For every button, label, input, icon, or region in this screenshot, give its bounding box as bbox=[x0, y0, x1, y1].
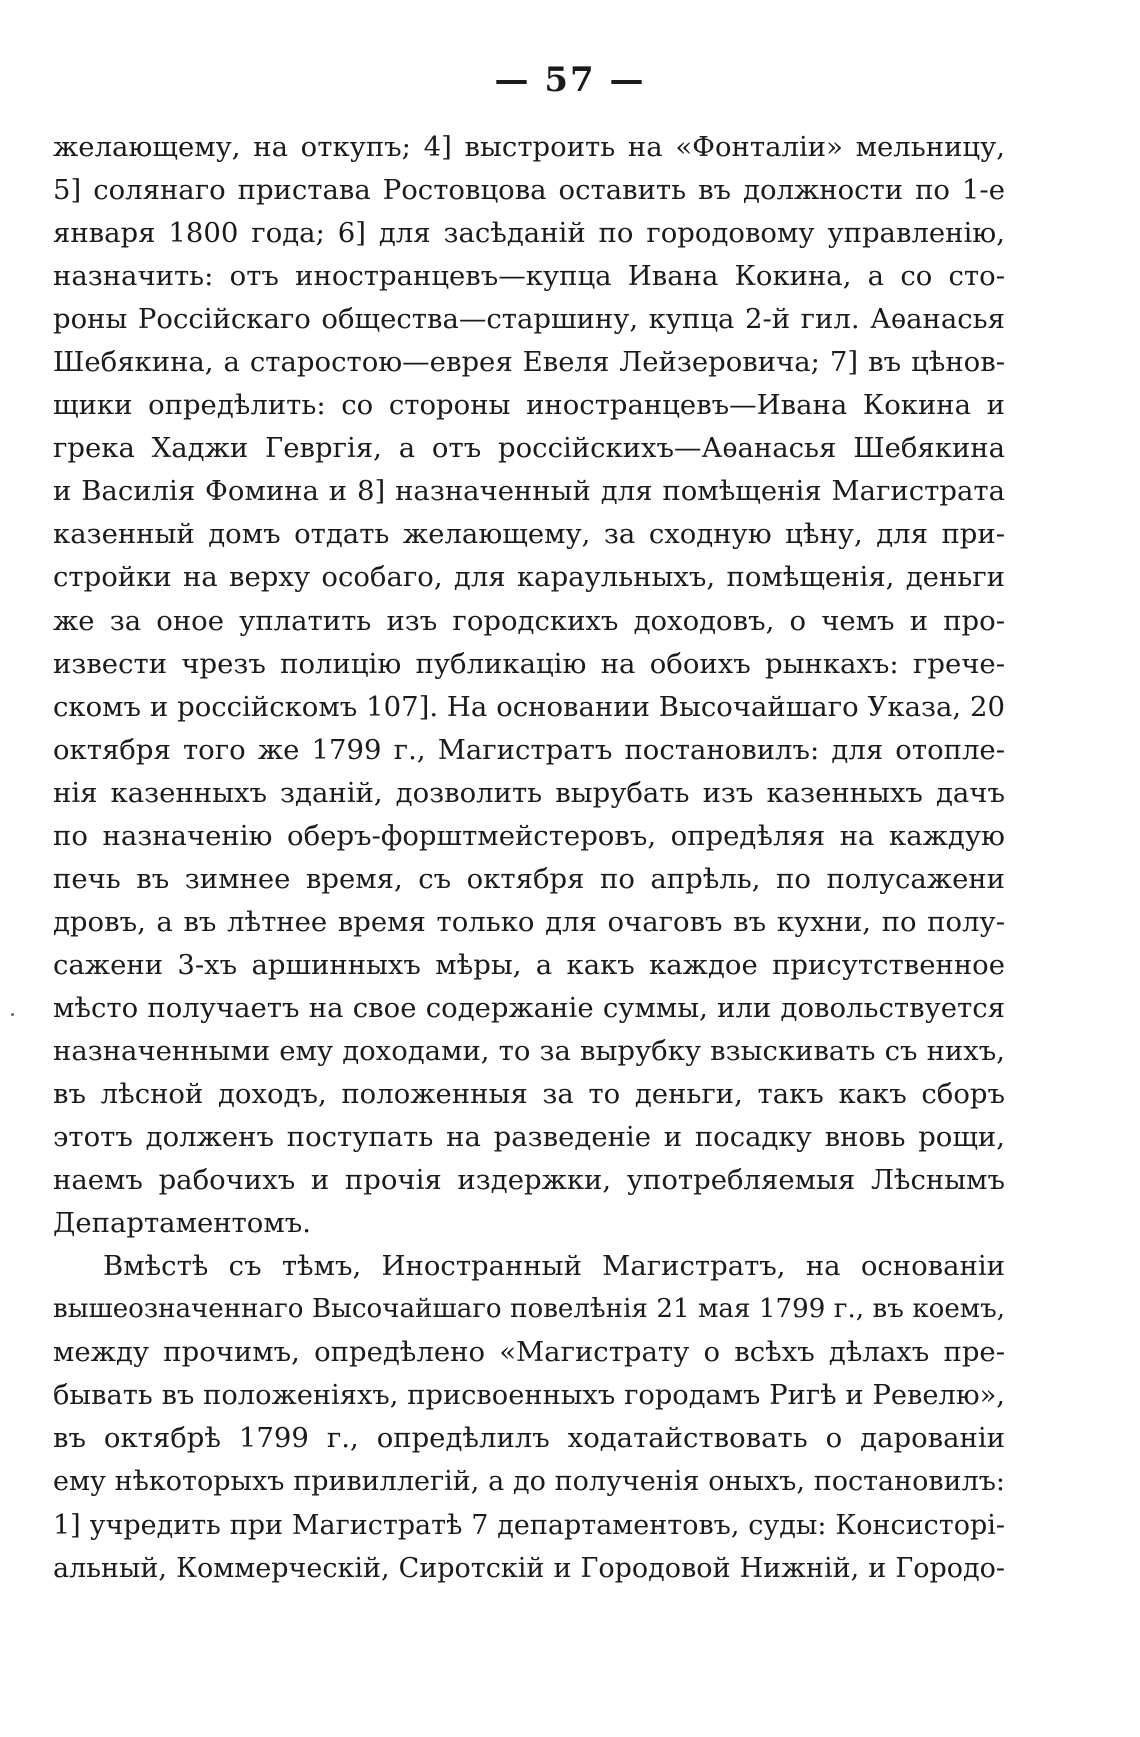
body-text bbox=[53, 126, 1005, 1590]
page-number: — 57 — bbox=[494, 60, 646, 100]
text-line: Шебякина, а старостою—еврея Евеля Лейзеровича; 7] въ цѣнов- bbox=[53, 346, 1005, 379]
text-line: печь въ зимнее время, съ октября по апрѣль, по полусажени bbox=[53, 862, 1005, 895]
text-line: октября того же 1799 г., Магистратъ постановилъ: для отопле- bbox=[53, 733, 1005, 766]
text-line: между прочимъ, опредѣлено «Магистрату о всѣхъ дѣлахъ пре- bbox=[53, 1336, 1005, 1369]
text-line: мѣсто получаетъ на свое содержаніе суммы, или довольствуется bbox=[53, 991, 1005, 1024]
text-line: назначенными ему доходами, то за вырубку взыскивать съ нихъ, bbox=[53, 1034, 1005, 1067]
text-line: дровъ, а въ лѣтнее время только для очаговъ въ кухни, по полу- bbox=[53, 905, 1005, 938]
text-line: назначить: отъ иностранцевъ—купца Ивана Кокина, а со сто- bbox=[53, 260, 1005, 293]
text-line: 1] учредить при Магистратѣ 7 департаментовъ, суды: Консисторі- bbox=[53, 1509, 1005, 1541]
text-line: въ лѣсной доходъ, положенныя за то деньги, такъ какъ сборъ bbox=[53, 1078, 1005, 1111]
text-line: и Василія Фомина и 8] назначенный для помѣщенія Магистрата bbox=[53, 475, 1005, 508]
text-line: грека Хаджи Гевргія, а отъ россійскихъ—Аѳанасья Шебякина bbox=[53, 432, 1005, 465]
text-line: января 1800 года; 6] для засѣданій по городовому управленію, bbox=[53, 217, 1005, 250]
text-line: скомъ и россійскомъ 107]. На основании Высочайшаго Указа, 20 bbox=[53, 690, 1005, 723]
paragraph-2 bbox=[53, 1245, 1005, 1589]
text-line: бывать въ положеніяхъ, присвоенныхъ городамъ Ригѣ и Ревелю», bbox=[53, 1380, 1005, 1412]
text-line: сажени 3-хъ аршинныхъ мѣры, а какъ каждое присутственное bbox=[53, 948, 1005, 981]
text-line: же за оное уплатить изъ городскихъ доходовъ, о чемъ и про- bbox=[53, 604, 1005, 637]
text-line: альный, Коммерческій, Сиротскій и Городовой Нижній, и Городо- bbox=[53, 1552, 1005, 1584]
text-line: въ октябрѣ 1799 г., опредѣлилъ ходатайствовать о дарованіи bbox=[53, 1422, 1005, 1455]
paragraph-1 bbox=[53, 126, 1005, 1245]
text-line: стройки на верху особаго, для караульныхъ, помѣщенія, деньги bbox=[53, 561, 1005, 594]
text-line: Департаментомъ. bbox=[53, 1207, 311, 1240]
text-line: этотъ долженъ поступать на разведеніе и посадку вновь рощи, bbox=[53, 1121, 1005, 1154]
text-line: казенный домъ отдать желающему, за сходную цѣну, для при- bbox=[53, 518, 1005, 551]
text-line: нія казенныхъ зданій, дозволить вырубать изъ казенныхъ дачъ bbox=[53, 776, 1005, 809]
text-line: ему нѣкоторыхъ привиллегій, а до полученія оныхъ, постановилъ: bbox=[53, 1466, 1005, 1498]
margin-speck bbox=[11, 1013, 14, 1016]
text-line: извести чрезъ полицію публикацію на обоихъ рынкахъ: грече- bbox=[53, 647, 1005, 680]
text-line: по назначенію оберъ-форштмейстеровъ, опредѣляя на каждую bbox=[53, 819, 1005, 852]
text-line: роны Россійскаго общества—старшину, купца 2-й гил. Аѳанасья bbox=[53, 303, 1005, 336]
text-line: вышеозначеннаго Высочайшаго повелѣнія 21 мая 1799 г., въ коемъ, bbox=[53, 1294, 1005, 1325]
text-line: 5] солянаго пристава Ростовцова оставить въ должности по 1-е bbox=[53, 174, 1005, 207]
text-line: наемъ рабочихъ и прочія издержки, употребляемыя Лѣснымъ bbox=[53, 1164, 1005, 1197]
text-line: желающему, на откупъ; 4] выстроить на «Фонталіи» мельницу, bbox=[53, 131, 1005, 163]
text-line: Вмѣстѣ съ тѣмъ, Иностранный Магистратъ, на основаніи bbox=[103, 1250, 1005, 1283]
text-line: щики опредѣлить: со стороны иностранцевъ—Ивана Кокина и bbox=[53, 389, 1005, 422]
